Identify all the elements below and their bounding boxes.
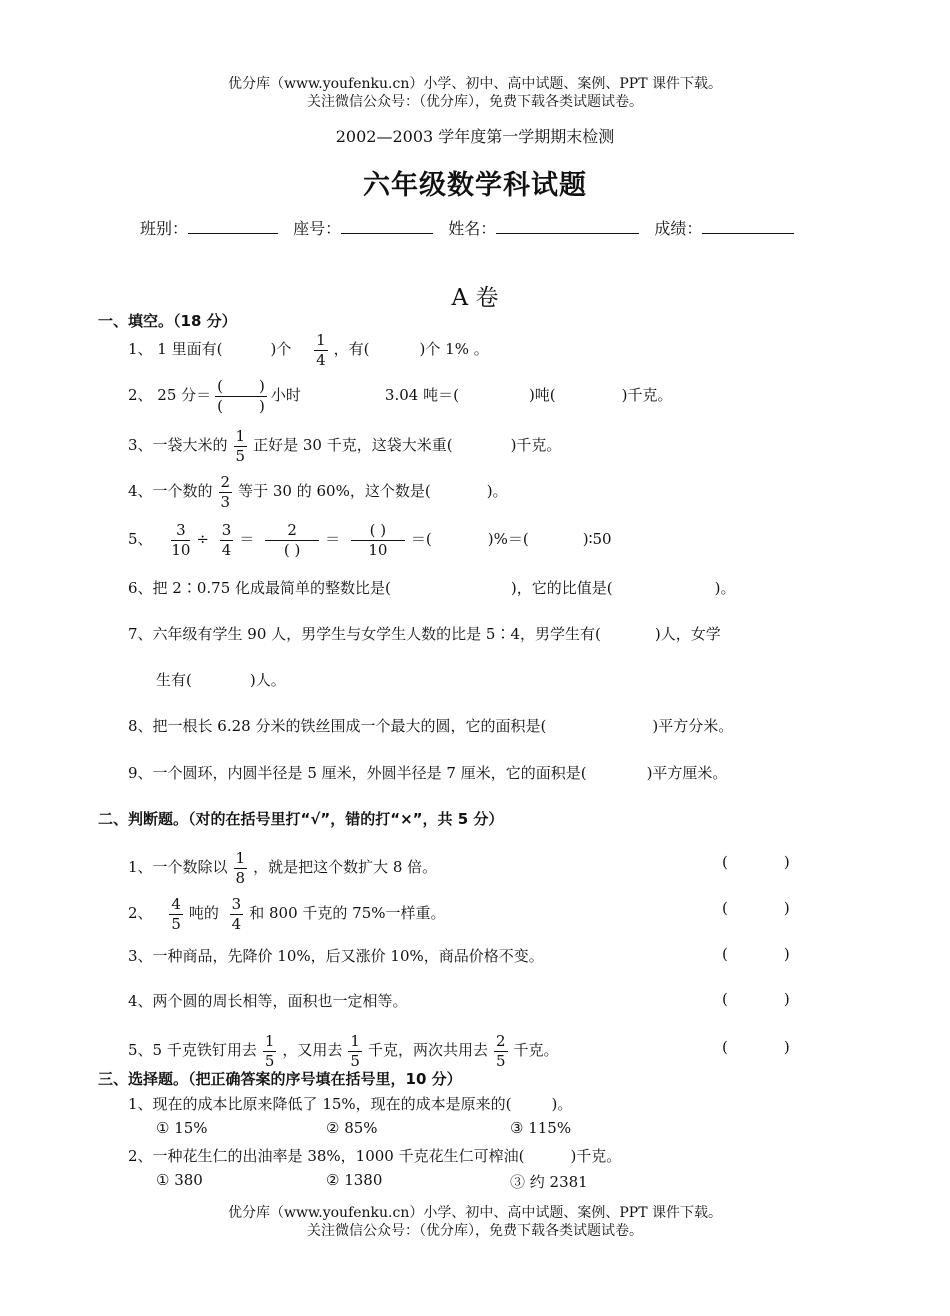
q-text: )%＝( (487, 530, 529, 548)
q-text: ＝ (239, 530, 255, 548)
s1-q8 (128, 715, 733, 736)
s1-q5 (128, 522, 612, 558)
fraction: $\frac{1}{5}$ (264, 1032, 275, 1070)
q-text: ，有( (333, 340, 370, 358)
q-text: )平方分米。 (652, 717, 734, 735)
numerator: 2 (220, 473, 231, 491)
q-text: )千克。 (621, 386, 673, 404)
q-text: 小时 (270, 386, 301, 404)
q-text: ＝( (410, 530, 432, 548)
fraction: ( ) ( ) (217, 377, 265, 415)
q-text: )千克。 (510, 436, 562, 454)
denominator: 3 (220, 492, 231, 511)
q-text: ÷ (196, 530, 209, 548)
q-text: 7、六年级有学生 90 人，男学生与女学生人数的比是 5∶4，男学生有( (128, 625, 601, 643)
q-text: ，就是把这个数扩大 8 倍。 (253, 858, 438, 876)
footer-line-1: 优分库（www.youfenku.cn）小学、初中、高中试题、案例、PPT 课件下载。 (227, 1205, 722, 1221)
judge-paren-4[interactable]: ( ) (722, 990, 790, 1008)
q-text: )个 1% 。 (419, 340, 489, 358)
fraction: $\frac{1}{5}$ (350, 1032, 360, 1070)
q-text: )个 (270, 340, 292, 358)
seat-field[interactable] (341, 232, 433, 234)
q-text: )千克。 (570, 1147, 622, 1165)
q-text: 1、 1 里面有( (128, 340, 223, 358)
denominator: 5 (235, 446, 246, 465)
q-text: 正好是 30 千克，这袋大米重( (253, 436, 453, 454)
q-text: 6、把 2∶0.75 化成最简单的整数比是( (128, 579, 391, 597)
info-line (140, 216, 794, 239)
s1-q7-line-2 (156, 669, 286, 690)
q-text: 和 800 千克的 75%一样重。 (249, 904, 446, 922)
s3-q1-option-2[interactable]: ② 85% (326, 1119, 378, 1137)
s3-q1 (128, 1093, 572, 1114)
seat-label: 座号： (293, 219, 342, 238)
s1-q9 (128, 762, 727, 783)
s3-q1-option-3[interactable]: ③ 115% (510, 1119, 572, 1137)
fraction: $\frac{3}{4}$ (221, 521, 232, 559)
s2-q3: 3、一种商品，先降价 10%，后又涨价 10%，商品价格不变。 (128, 947, 544, 965)
header-line-1: 优分库（www.youfenku.cn）小学、初中、高中试题、案例、PPT 课件下载。 (227, 76, 722, 92)
judge-paren-2[interactable]: ( ) (722, 899, 790, 917)
exam-title: 六年级数学科试题 (363, 170, 587, 201)
q-text: ，又用去 (282, 1041, 343, 1059)
s1-q6 (128, 577, 735, 598)
q-text: 千克。 (513, 1041, 559, 1059)
s1-q3 (128, 428, 561, 464)
q-text: 5、5 千克铁钉用去 (128, 1041, 257, 1059)
s1-q4 (128, 474, 508, 510)
q-text: 2、一种花生仁的出油率是 38%，1000 千克花生仁可榨油( (128, 1147, 525, 1165)
score-field[interactable] (702, 232, 794, 234)
q-text: )吨( (528, 386, 556, 404)
fraction: $\frac{3}{4}$ (231, 895, 242, 933)
section-2-title: 二、判断题。（对的在括号里打“√”，错的打“×”，共 5 分） (98, 810, 504, 828)
class-field[interactable] (188, 232, 278, 234)
q-text: 3.04 吨＝( (384, 386, 459, 404)
q-text: 5、 (128, 530, 153, 548)
q-text: 2、 25 分＝ (128, 386, 212, 404)
fraction (234, 428, 248, 464)
q-text: )，它的比值是( (510, 579, 613, 597)
fraction: $\frac{1}{8}$ (235, 849, 246, 887)
s3-q2 (128, 1145, 621, 1166)
class-label: 班别： (140, 219, 189, 238)
fraction (314, 332, 328, 368)
numerator: 1 (316, 331, 326, 349)
s3-q2-option-3[interactable]: ③ 约 2381 (510, 1173, 588, 1191)
q-text: 9、一个圆环，内圆半径是 5 厘米，外圆半径是 7 厘米，它的面积是( (128, 764, 587, 782)
numerator: 1 (235, 427, 246, 445)
judge-paren-1[interactable]: ( ) (722, 853, 790, 871)
q-text: 等于 30 的 60%，这个数是( (238, 482, 431, 500)
s2-q1 (128, 850, 437, 886)
s1-q7-line-1 (128, 623, 721, 644)
footer-line-2: 关注微信公众号：（优分库），免费下载各类试题试卷。 (307, 1223, 643, 1239)
fraction (219, 474, 233, 510)
fraction: ( ) 10 (351, 522, 405, 558)
fraction: $\frac{4}{5}$ (171, 895, 181, 933)
denominator: 4 (316, 350, 326, 369)
q-text: 3、一袋大米的 (128, 436, 228, 454)
s1-q1 (128, 332, 489, 368)
q-text: )。 (551, 1095, 573, 1113)
q-text: )平方厘米。 (646, 764, 728, 782)
section-3-title: 三、选择题。（把正确答案的序号填在括号里，10 分） (98, 1070, 462, 1088)
q-text: 2、 (128, 904, 153, 922)
q-text: 吨的 (188, 904, 219, 922)
q-text: 8、把一根长 6.28 分米的铁丝围成一个最大的圆，它的面积是( (128, 717, 547, 735)
judge-paren-3[interactable]: ( ) (722, 945, 790, 963)
q-text: 4、一个数的 (128, 482, 213, 500)
fraction: $\frac{2}{5}$ (495, 1032, 506, 1070)
s1-q2 (128, 378, 673, 414)
q-text: 千克，两次共用去 (367, 1041, 488, 1059)
section-1-title: 一、填空。（18 分） (98, 312, 237, 330)
s3-q1-option-1[interactable]: ① 15% (156, 1119, 208, 1137)
q-text: )。 (714, 579, 736, 597)
s2-q4: 4、两个圆的周长相等，面积也一定相等。 (128, 992, 408, 1010)
q-text: )人。 (249, 671, 286, 689)
name-field[interactable] (496, 232, 639, 234)
q-text: 生有( (156, 671, 192, 689)
name-label: 姓名： (448, 219, 497, 238)
q-text: )人，女学 (654, 625, 721, 643)
q-text: 1、一个数除以 (128, 858, 228, 876)
q-text: ＝ (325, 530, 341, 548)
s2-q5 (128, 1033, 559, 1069)
fraction: $\frac{3}{10}$ (171, 521, 191, 559)
exam-year: 2002—2003 学年度第一学期期末检测 (335, 127, 615, 146)
q-text: )∶50 (582, 530, 612, 548)
score-label: 成绩： (654, 219, 703, 238)
s3-q2-option-1[interactable]: ① 380 (156, 1171, 203, 1189)
fraction: 2 ( ) (265, 522, 319, 558)
paper-label: A 卷 (451, 285, 499, 311)
s2-q2 (128, 896, 446, 932)
q-text: )。 (486, 482, 508, 500)
s3-q2-option-2[interactable]: ② 1380 (326, 1171, 383, 1189)
judge-paren-5[interactable]: ( ) (722, 1038, 790, 1056)
q-text: 1、现在的成本比原来降低了 15%，现在的成本是原来的( (128, 1095, 512, 1113)
header-line-2: 关注微信公众号：（优分库），免费下载各类试题试卷。 (307, 94, 643, 110)
